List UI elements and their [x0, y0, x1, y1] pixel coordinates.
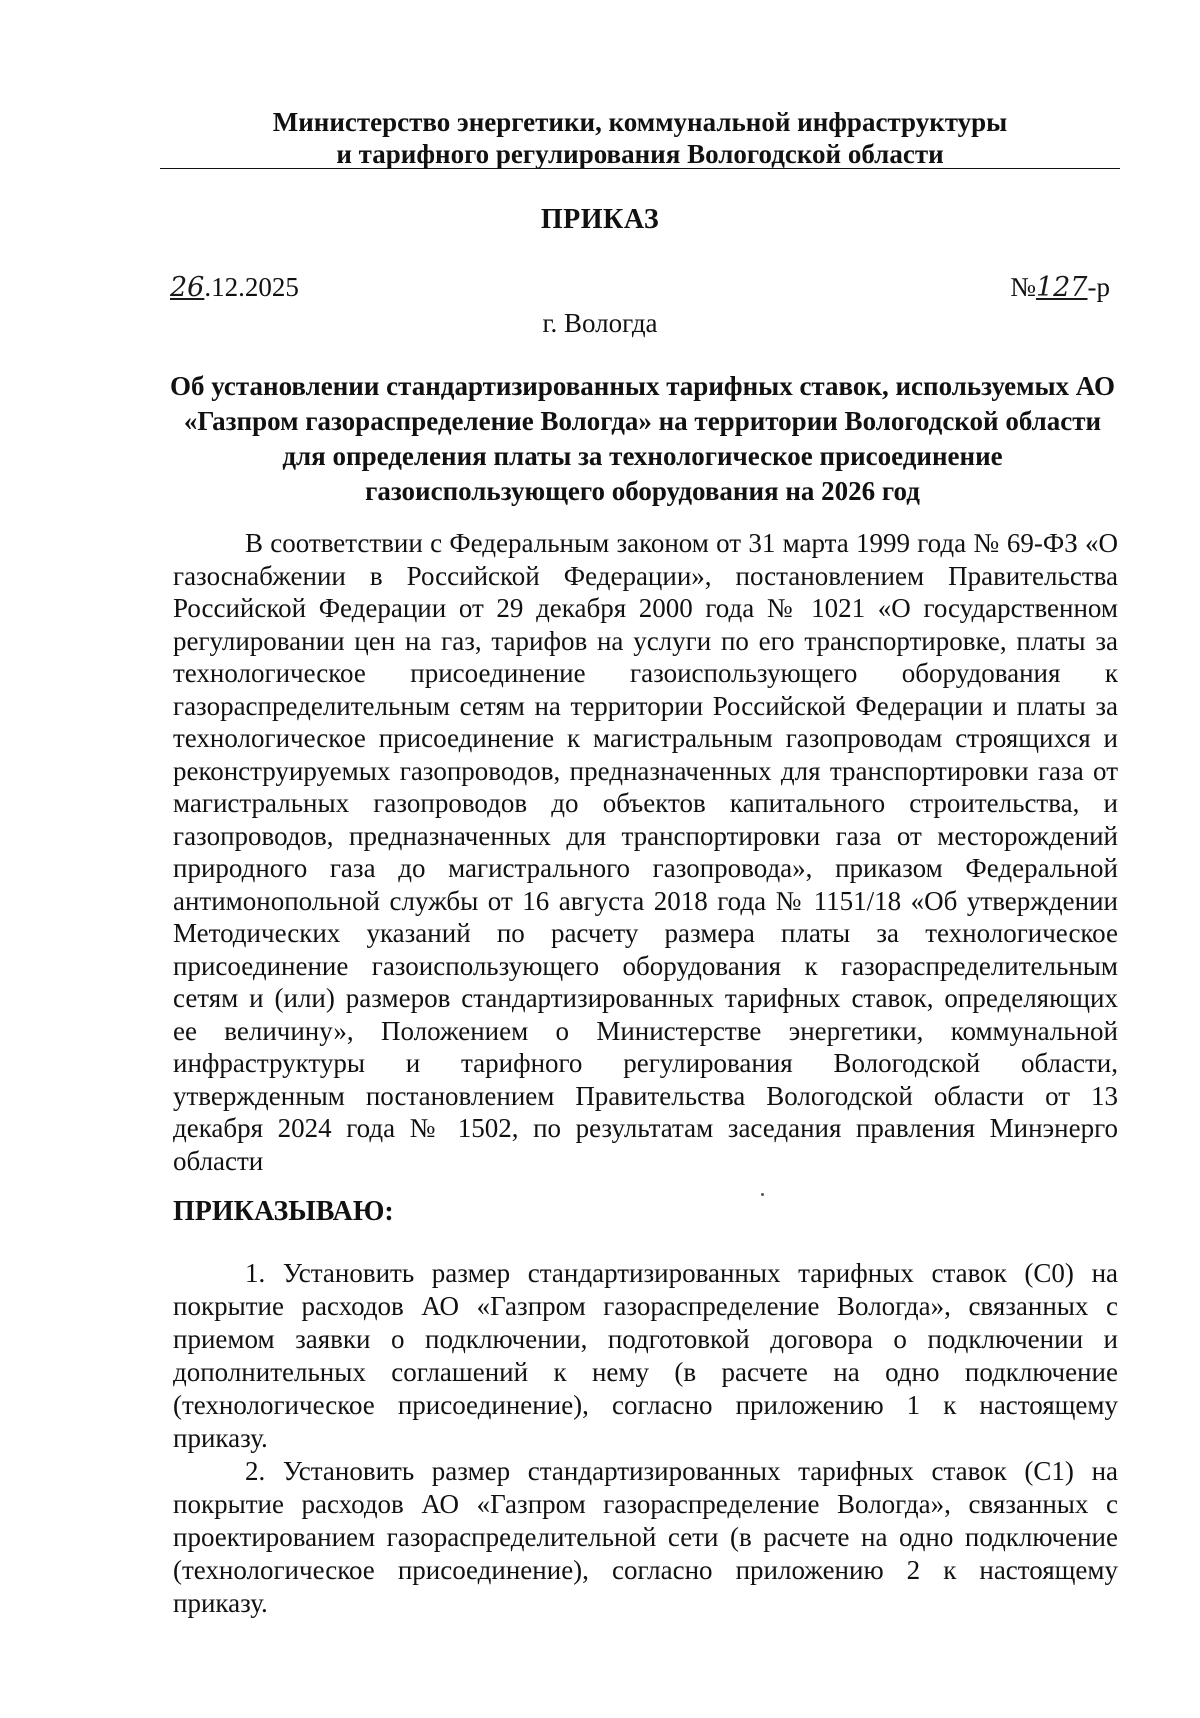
number-prefix: № — [1010, 272, 1036, 302]
order-subject: Об установлении стандартизированных тарифных ставок, используемых АО «Газпром газораспределение Вологда» на территории Вологодской области для определения платы за технологическое присоединение газоиспользующего оборудования на 2026 год — [170, 371, 1115, 506]
scan-speck — [761, 1193, 764, 1196]
order-number — [1010, 272, 1110, 303]
handwritten-number: 127 — [1035, 272, 1088, 303]
order-directive-word: ПРИКАЗЫВАЮ: — [173, 1196, 394, 1227]
ministry-line-1: Министерство энергетики, коммунальной инфраструктуры — [272, 107, 1008, 137]
order-item-2: 2. Установить размер стандартизированных тарифных ставок (С1) на покрытие расходов АО «Газпром газораспределение Вологда», связанных с проектированием газораспределительной сети (в расчете на одно подключение (технологическое присоединение), согласно приложению 2 к настоящему приказу. — [173, 1456, 1118, 1618]
header-divider — [160, 168, 1120, 169]
city-line: г. Вологда — [542, 308, 658, 338]
ministry-header — [160, 106, 1120, 170]
handwritten-day: 26 — [170, 272, 205, 303]
preamble-paragraph: В соответствии с Федеральным законом от 31 марта 1999 года № 69-ФЗ «О газоснабжении в Российской Федерации», постановлением Правительства Российской Федерации от 29 декабря 2000 года № 1021 «О государственном регулировании цен на газ, тарифов на услуги по его транспортировке, платы за технологическое присоединение газоиспользующего оборудования к газораспределительным сетям на территории Российской Федерации и платы за технологическое присоединение к магистральным газопроводам строящихся и реконструируемых газопроводов, предназначенных для транспортировки газа от магистральных газопроводов до объектов капитального строительства, и газопроводов, предназначенных для транспортировки газа от месторождений природного газа до магистрального газопровода», приказом Федеральной антимонопольной службы от 16 августа 2018 года № 1151/18 «Об утверждении Методических указаний по расчету размера платы за технологическое присоединение газоиспользующего оборудования к газораспределительным сетям и (или) размеров стандартизированных тарифных ставок, определяющих ее величину», Положением о Министерстве энергетики, коммунальной инфраструктуры и тарифного регулирования Вологодской области, утвержденным постановлением Правительства Вологодской области от 13 декабря 2024 года № 1502, по результатам заседания правления Минэнерго области — [173, 528, 1118, 1176]
order-items — [173, 1257, 1118, 1620]
order-date — [170, 272, 299, 303]
order-item-1: 1. Установить размер стандартизированных тарифных ставок (С0) на покрытие расходов АО «Газпром газораспределение Вологда», связанных с приемом заявки о подключении, подготовкой договора о подключении и дополнительных соглашений к нему (в расчете на одно подключение (технологическое присоединение), согласно приложению 1 к настоящему приказу. — [173, 1258, 1118, 1453]
number-suffix: -р — [1087, 272, 1110, 302]
document-type-title: ПРИКАЗ — [540, 204, 660, 235]
date-rest: .12.2025 — [204, 272, 299, 302]
ministry-line-2: и тарифного регулирования Вологодской области — [336, 139, 944, 169]
